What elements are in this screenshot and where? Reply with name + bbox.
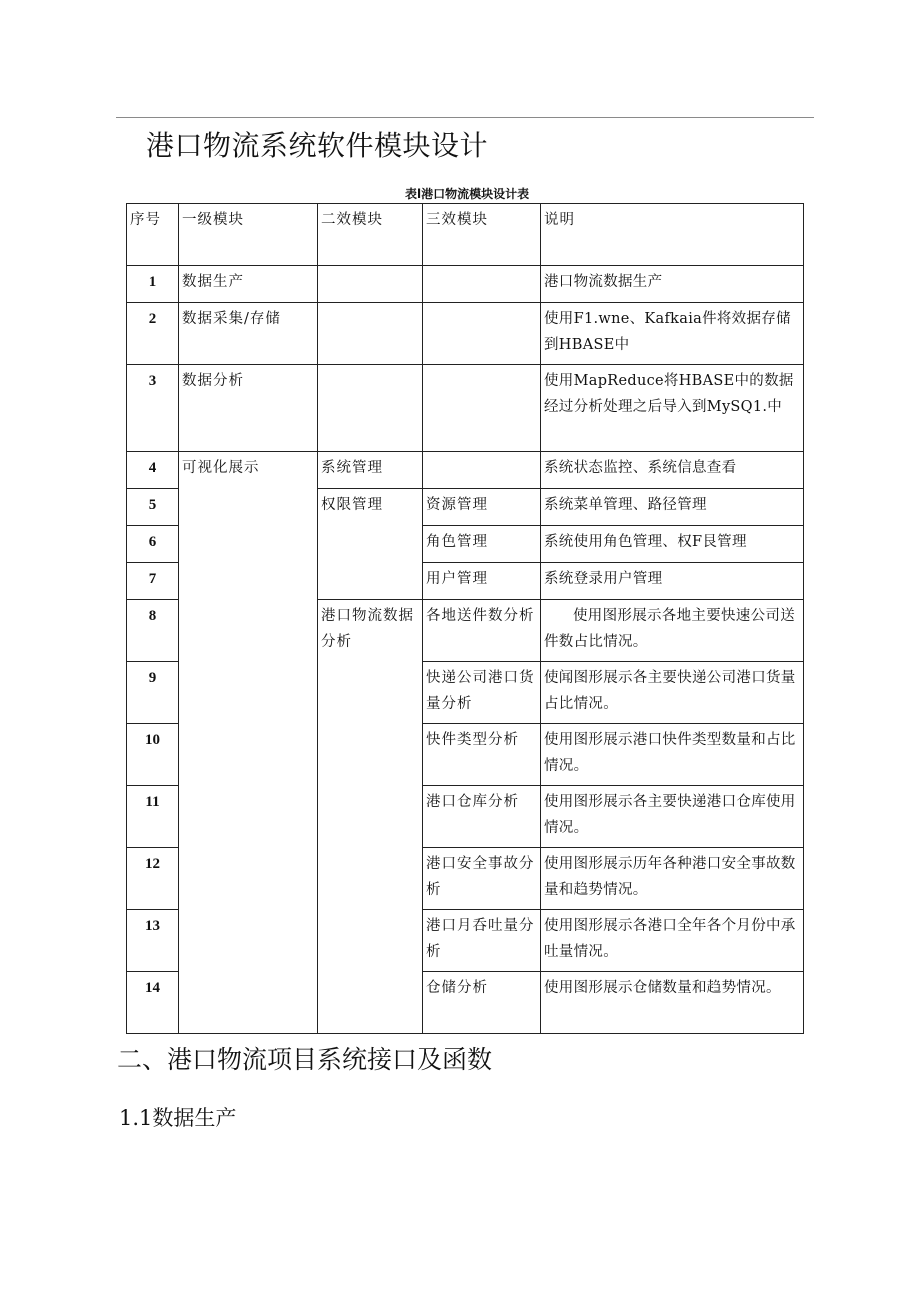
level1-cell: 数据生产 (179, 266, 318, 303)
row-number: 7 (127, 563, 179, 600)
level2-cell: 权限管理 (318, 489, 423, 600)
desc-cell: 系统状态监控、系统信息查看 (541, 452, 804, 489)
desc-cell: 系统登录用户管理 (541, 563, 804, 600)
row-number: 11 (127, 786, 179, 848)
level2-cell: 港口物流数据分析 (318, 600, 423, 1034)
table-header-row (127, 204, 804, 266)
row-number: 1 (127, 266, 179, 303)
page-title: 港口物流系统软件模块设计 (146, 129, 489, 162)
row-number: 8 (127, 600, 179, 662)
level3-cell (423, 303, 541, 365)
header-cell-level3: 三效模块 (423, 204, 541, 266)
level2-cell: 系统管理 (318, 452, 423, 489)
header-cell-level2: 二效模块 (318, 204, 423, 266)
row-number: 12 (127, 848, 179, 910)
level3-cell: 角色管理 (423, 526, 541, 563)
level1-cell: 数据分析 (179, 365, 318, 452)
row-number: 10 (127, 724, 179, 786)
level3-cell: 用户管理 (423, 563, 541, 600)
desc-cell: 使用图形展示历年各种港口安全事故数量和趋势情况。 (541, 848, 804, 910)
row-number: 5 (127, 489, 179, 526)
table-row (127, 452, 804, 489)
section-heading: 二、港口物流项目系统接口及函数 (117, 1045, 493, 1074)
desc-cell: 系统使用角色管理、权F艮管理 (541, 526, 804, 563)
header-rule (116, 117, 814, 118)
header-cell-no: 序号 (127, 204, 179, 266)
level1-cell: 数据采集/存储 (179, 303, 318, 365)
desc-cell: 使用图形展示港口快件类型数量和占比情况。 (541, 724, 804, 786)
level3-cell: 各地送件数分析 (423, 600, 541, 662)
table-row (127, 365, 804, 452)
row-number: 14 (127, 972, 179, 1034)
table-row (127, 303, 804, 365)
header-cell-level1: 一级模块 (179, 204, 318, 266)
desc-cell: 使用F1.wne、Kafkaia件将效据存储到HBASE中 (541, 303, 804, 365)
desc-cell: 系统菜单管理、路径管理 (541, 489, 804, 526)
header-cell-desc: 说明 (541, 204, 804, 266)
desc-cell: 使闻图形展示各主要快递公司港口货量占比情况。 (541, 662, 804, 724)
level3-cell (423, 266, 541, 303)
level3-cell (423, 365, 541, 452)
level3-cell: 资源管理 (423, 489, 541, 526)
desc-cell: 使用图形展示仓储数量和趋势情况。 (541, 972, 804, 1034)
level3-cell: 港口月呑吐量分析 (423, 910, 541, 972)
level3-cell: 港口安全事故分析 (423, 848, 541, 910)
desc-cell: 使用图形展示各主要快递港口仓库使用情况。 (541, 786, 804, 848)
row-number: 13 (127, 910, 179, 972)
level2-cell (318, 365, 423, 452)
desc-cell: 使用MapReduce将HBASE中的数据经过分析处理之后导入到MySQ1.中 (541, 365, 804, 452)
level2-cell (318, 266, 423, 303)
level3-cell: 仓储分析 (423, 972, 541, 1034)
level3-cell: 港口仓库分析 (423, 786, 541, 848)
desc-cell: 港口物流数据生产 (541, 266, 804, 303)
level1-cell: 可视化展示 (179, 452, 318, 1034)
level3-cell (423, 452, 541, 489)
row-number: 9 (127, 662, 179, 724)
row-number: 3 (127, 365, 179, 452)
row-number: 6 (127, 526, 179, 563)
desc-cell: 使用图形展示各港口全年各个月份中承吐量情况。 (541, 910, 804, 972)
table-row (127, 266, 804, 303)
subsection-heading: 1.1数据生产 (119, 1106, 237, 1130)
desc-cell: 使用图形展示各地主要快速公司送件数占比情况。 (541, 600, 804, 662)
row-number: 2 (127, 303, 179, 365)
table-caption: 表l港口物流模块设计表 (405, 187, 530, 201)
level3-cell: 快件类型分析 (423, 724, 541, 786)
row-number: 4 (127, 452, 179, 489)
module-design-table (126, 203, 804, 1034)
level2-cell (318, 303, 423, 365)
level3-cell: 快递公司港口货量分析 (423, 662, 541, 724)
